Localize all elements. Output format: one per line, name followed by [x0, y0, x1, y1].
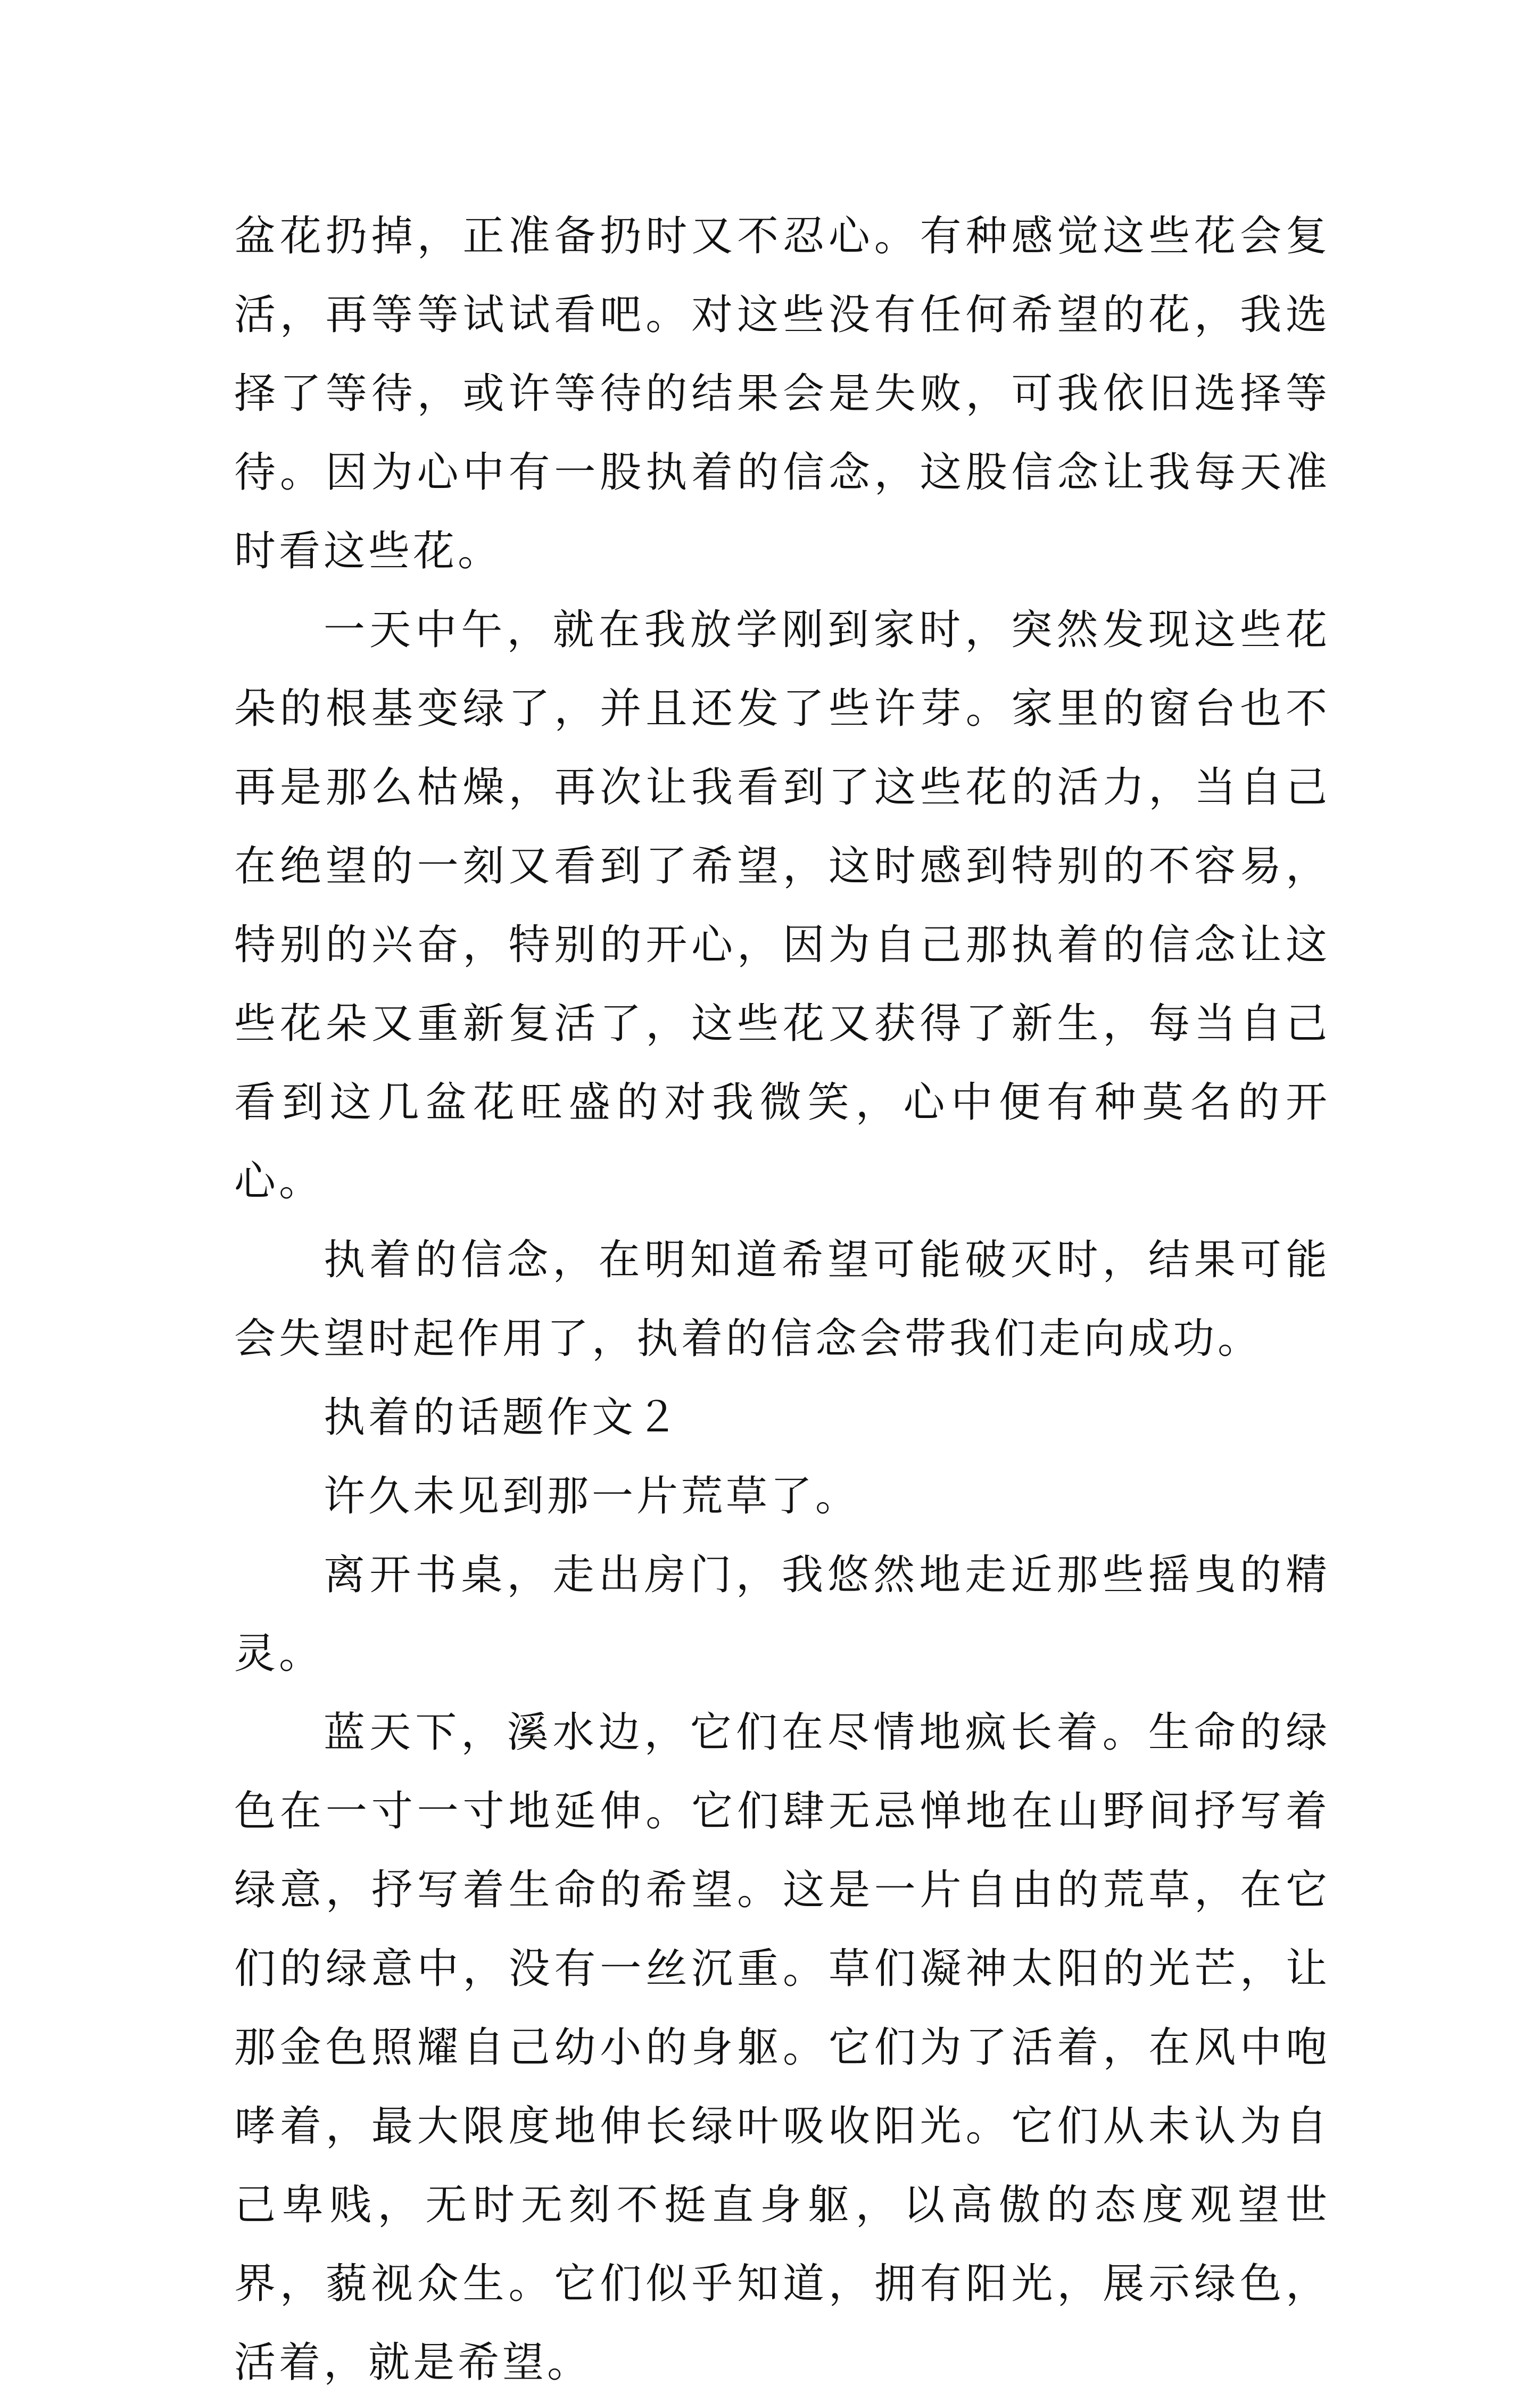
paragraph: 蓝天下，溪水边，它们在尽情地疯长着。生命的绿色在一寸一寸地延伸。它们肆无忌惮地在山野间抒写着绿意，抒写着生命的希望。这是一片自由的荒草，在它们的绿意中，没有一丝沉重。草们凝神太阳的光芒，让那金色照耀自己幼小的身躯。它们为了活着，在风中咆哮着，最大限度地伸长绿叶吸收阳光。它们从未认为自己卑贱，无时无刻不挺直身躯，以高傲的态度观望世界，藐视众生。它们似乎知道，拥有阳光，展示绿色，活着，就是希望。 [234, 1709, 1330, 2387]
section-heading: 执着的话题作文２ [324, 1394, 682, 1442]
paragraph-continued: 盆花扔掉，正准备扔时又不忍心。有种感觉这些花会复活，再等等试试看吧。对这些没有任何希望的花，我选择了等待，或许等待的结果会是失败，可我依旧选择等待。因为心中有一股执着的信念，这股信念让我每天准时看这些花。 [234, 212, 1330, 575]
paragraph: 一天中午，就在我放学刚到家时，突然发现这些花朵的根基变绿了，并且还发了些许芽。家里的窗台也不再是那么枯燥，再次让我看到了这些花的活力，当自己在绝望的一刻又看到了希望，这时感到特别的不容易，特别的兴奋，特别的开心，因为自己那执着的信念让这些花朵又重新复活了，这些花又获得了新生，每当自己看到这几盆花旺盛的对我微笑，心中便有种莫名的开心。 [234, 606, 1330, 1205]
paragraph: 执着的信念，在明知道希望可能破灭时，结果可能会失望时起作用了，执着的信念会带我们走向成功。 [234, 1236, 1330, 1363]
paragraph: 离开书桌，走出房门，我悠然地走近那些摇曳的精灵。 [234, 1551, 1330, 1678]
document-body [234, 197, 1330, 2402]
paragraph: 许久未见到那一片荒草了。 [324, 1472, 860, 1520]
